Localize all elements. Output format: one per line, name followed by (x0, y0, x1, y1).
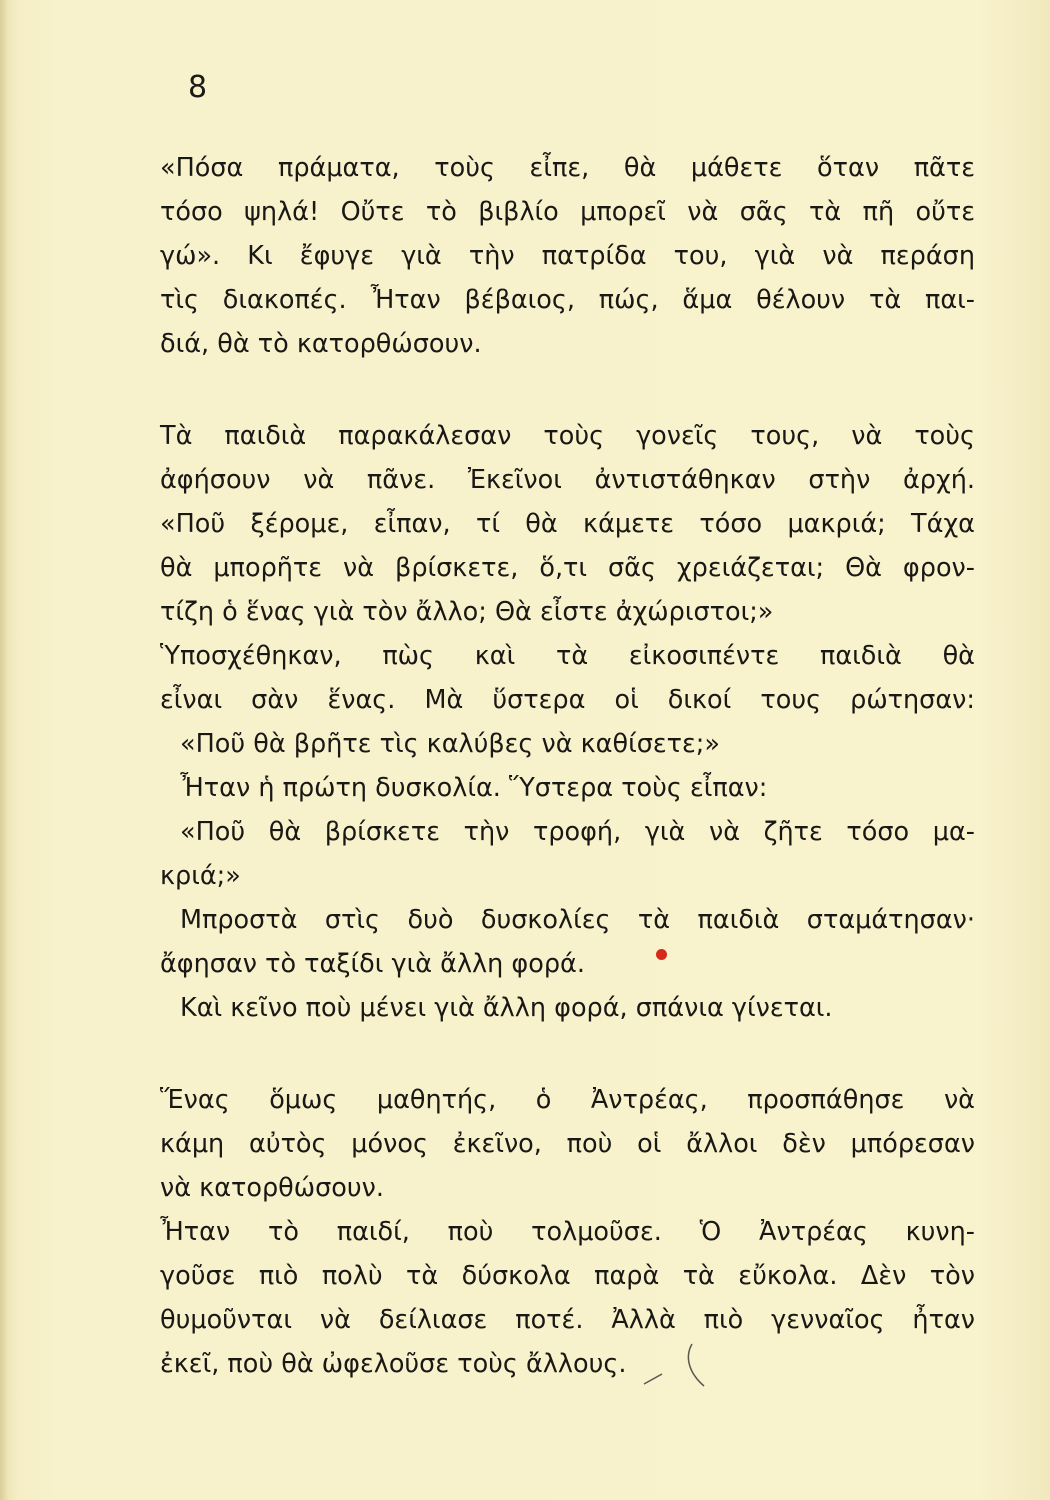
pencil-scribble-icon (640, 1340, 720, 1390)
text-line: θυμοῦνται νὰ δείλιασε ποτέ. Ἀλλὰ πιὸ γενναῖος ἦταν (160, 1305, 975, 1335)
text-line: «Ποῦ θὰ βρῆτε τὶς καλύβες νὰ καθίσετε;» (180, 729, 720, 759)
text-line: θὰ μπορῆτε νὰ βρίσκετε, ὅ,τι σᾶς χρειάζεται; Θὰ φρον- (160, 553, 975, 583)
paragraph-gap (160, 366, 975, 414)
text-line: τὶς διακοπές. Ἦταν βέβαιος, πώς, ἅμα θέλουν τὰ παι- (160, 285, 975, 315)
text-line: Ἦταν τὸ παιδί, ποὺ τολμοῦσε. Ὁ Ἀντρέας κυνη- (160, 1217, 975, 1247)
text-line: «Ποῦ θὰ βρίσκετε τὴν τροφή, γιὰ νὰ ζῆτε τόσο μα- (180, 817, 975, 847)
text-line: νὰ κατορθώσουν. (160, 1173, 384, 1203)
page-number: 8 (188, 70, 208, 105)
text-line: Ἕνας ὅμως μαθητής, ὁ Ἀντρέας, προσπάθησε νὰ (160, 1085, 975, 1115)
text-line: Ἦταν ἡ πρώτη δυσκολία. Ὕστερα τοὺς εἶπαν: (180, 773, 768, 803)
text-line: «Πόσα πράματα, τοὺς εἶπε, θὰ μάθετε ὅταν πᾶτε (160, 153, 975, 183)
text-line: διά, θὰ τὸ κατορθώσουν. (160, 329, 482, 359)
text-line: τίζη ὁ ἕνας γιὰ τὸν ἄλλο; Θὰ εἶστε ἀχώριστοι;» (160, 597, 774, 627)
text-line: Ὑποσχέθηκαν, πὼς καὶ τὰ εἰκοσιπέντε παιδιὰ θὰ (160, 641, 975, 671)
text-line: γώ». Κι ἔφυγε γιὰ τὴν πατρίδα του, γιὰ νὰ περάση (160, 241, 975, 271)
text-line: κριά;» (160, 861, 241, 891)
text-line: ἄφησαν τὸ ταξίδι γιὰ ἄλλη φορά. (160, 949, 585, 979)
text-line: Μπροστὰ στὶς δυὸ δυσκολίες τὰ παιδιὰ σταμάτησαν· (180, 905, 975, 935)
page-spine-shadow (0, 0, 8, 1500)
page-text (160, 146, 975, 1386)
text-line: ἀφήσουν νὰ πᾶνε. Ἐκεῖνοι ἀντιστάθηκαν στὴν ἀρχή. (160, 465, 975, 495)
text-line: γοῦσε πιὸ πολὺ τὰ δύσκολα παρὰ τὰ εὔκολα. Δὲν τὸν (160, 1261, 975, 1291)
red-ink-mark (656, 949, 667, 960)
text-line: ἐκεῖ, ποὺ θὰ ὠφελοῦσε τοὺς ἄλλους. (160, 1349, 627, 1379)
text-line: «Ποῦ ξέρομε, εἶπαν, τί θὰ κάμετε τόσο μακριά; Τάχα (160, 509, 975, 539)
text-line: Καὶ κεῖνο ποὺ μένει γιὰ ἄλλη φορά, σπάνια γίνεται. (180, 993, 833, 1023)
text-line: κάμη αὐτὸς μόνος ἐκεῖνο, ποὺ οἱ ἄλλοι δὲν μπόρεσαν (160, 1129, 975, 1159)
paragraph-gap (160, 1030, 975, 1078)
text-line: Τὰ παιδιὰ παρακάλεσαν τοὺς γονεῖς τους, νὰ τοὺς (160, 421, 975, 451)
text-line: εἶναι σὰν ἕνας. Μὰ ὕστερα οἱ δικοί τους ρώτησαν: (160, 685, 975, 715)
text-line: τόσο ψηλά! Οὔτε τὸ βιβλίο μπορεῖ νὰ σᾶς τὰ πῆ οὔτε (160, 197, 975, 227)
